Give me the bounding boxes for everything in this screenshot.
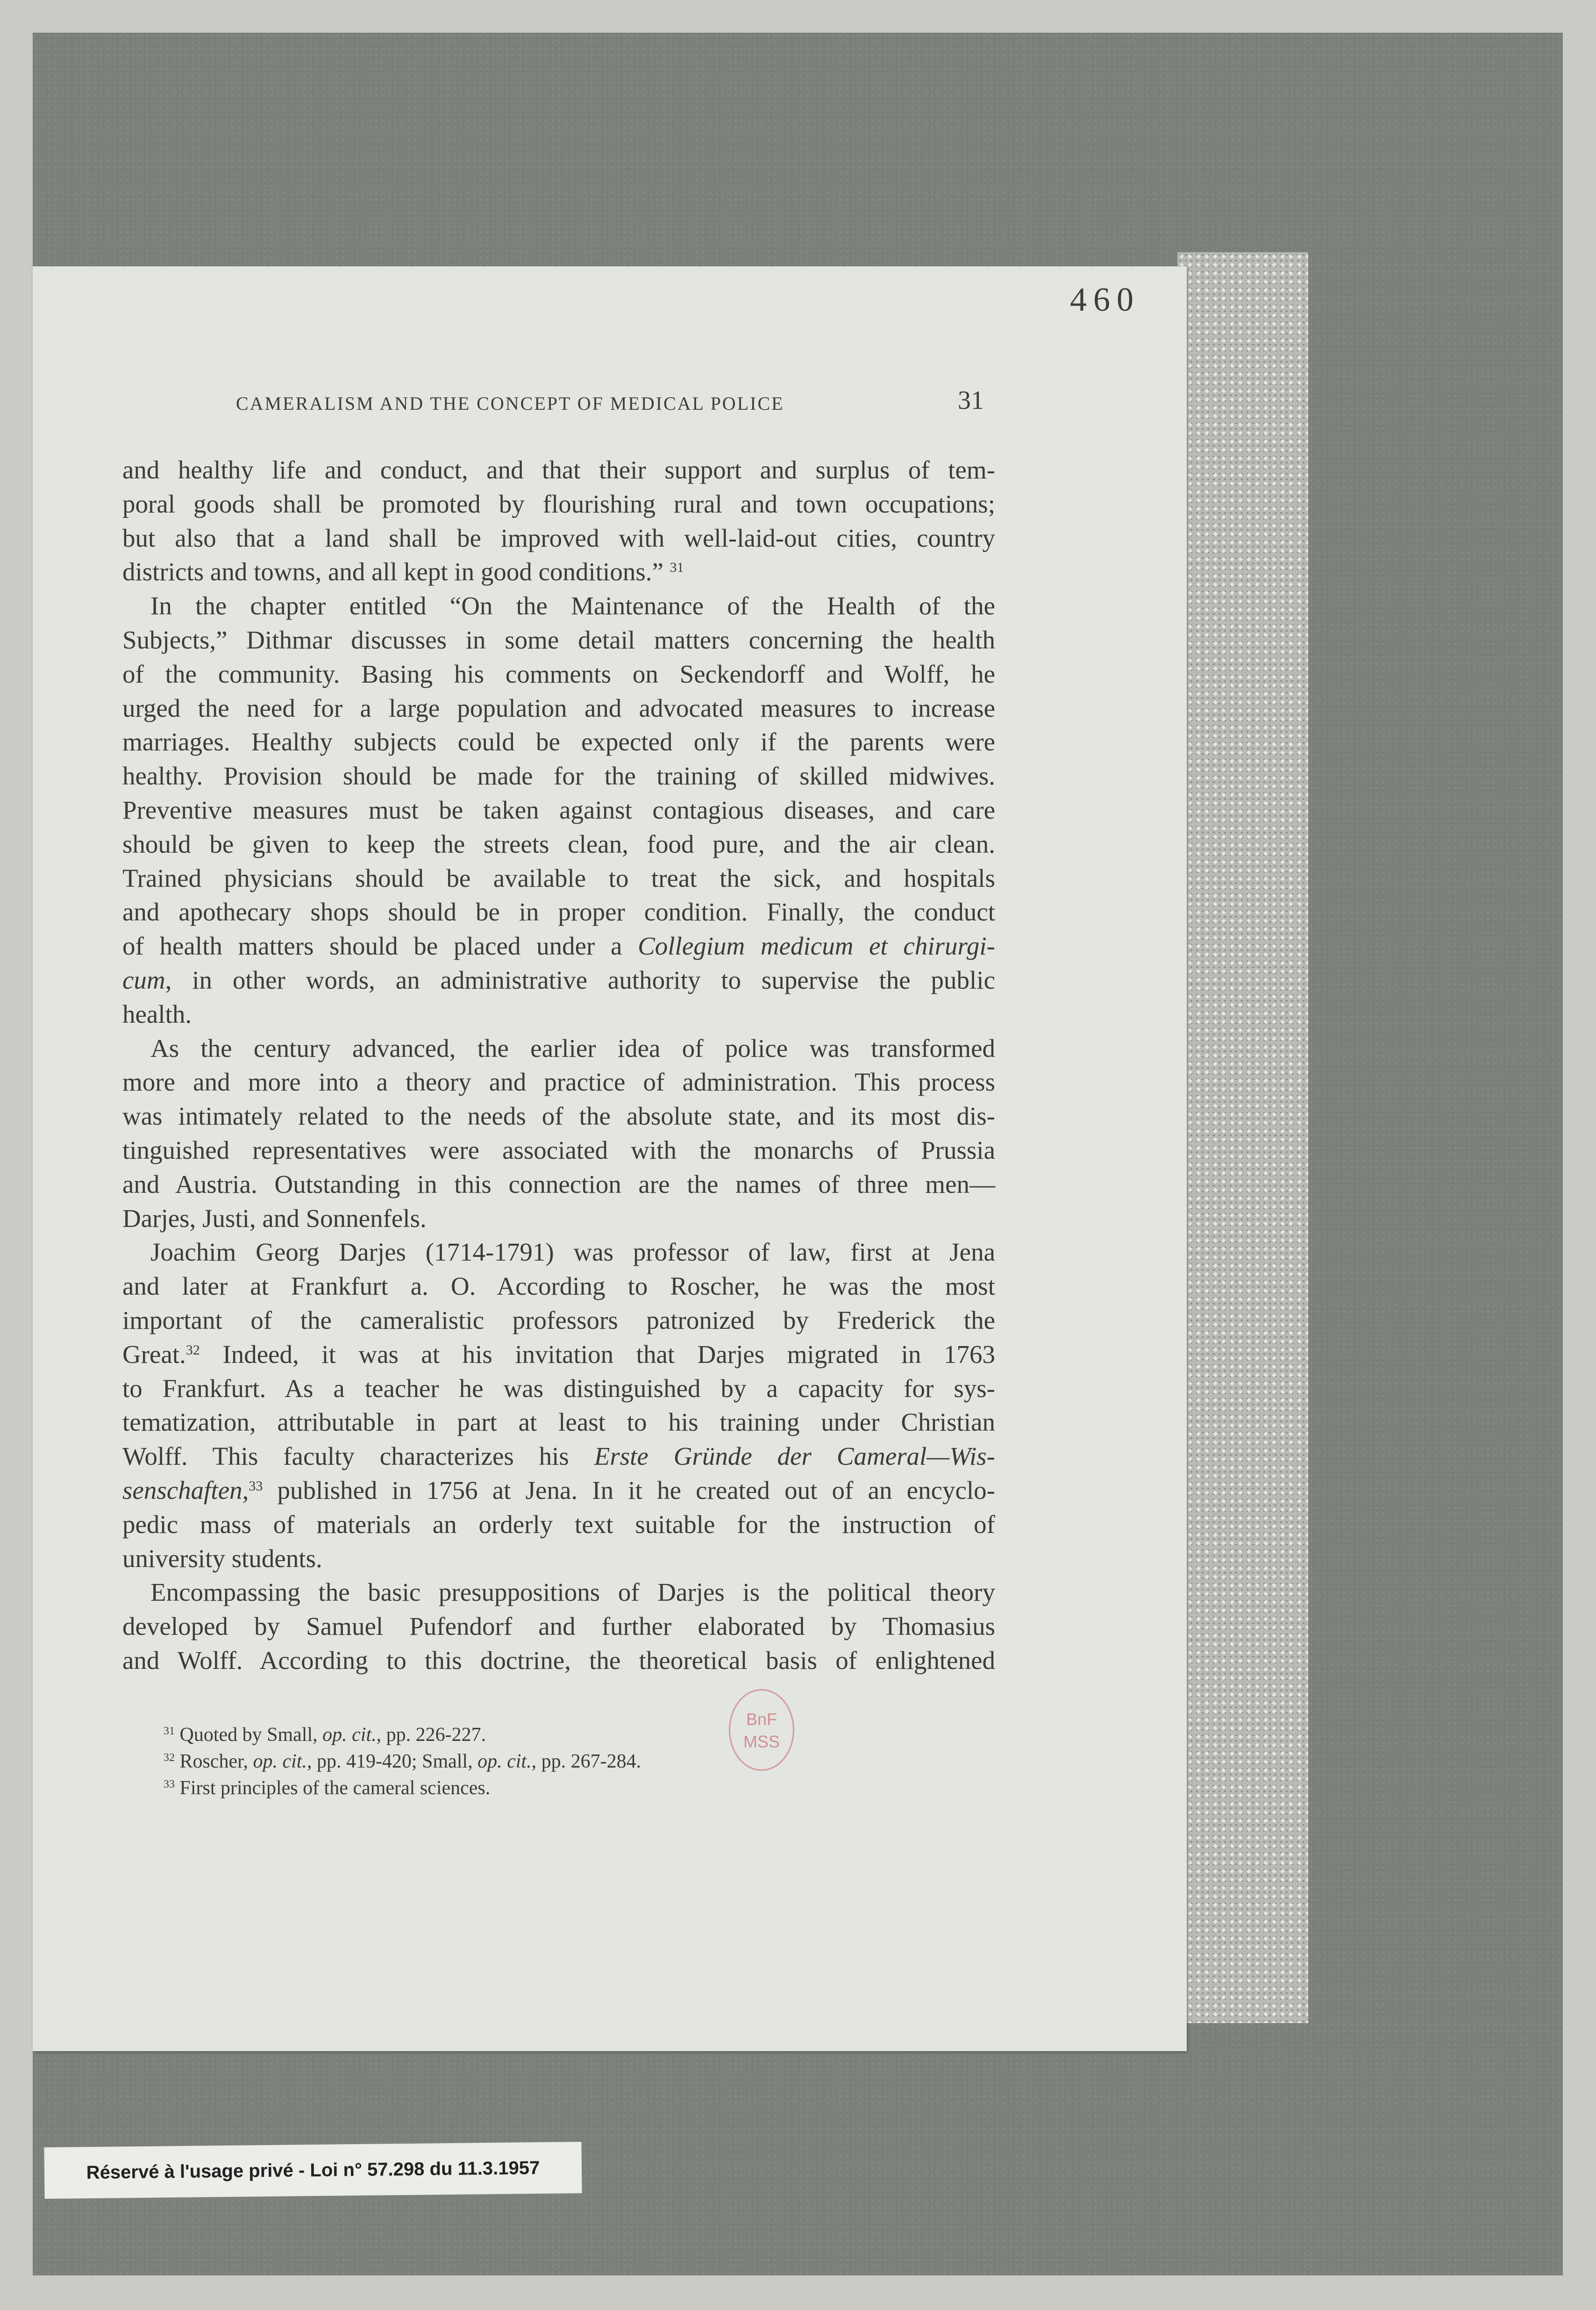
italic-text: Collegium medicum et chirurgi- [638, 932, 995, 961]
text-line: important of the cameralistic professors patronized by Frederick the [122, 1305, 995, 1334]
footnote-ref: 31 [164, 1725, 175, 1737]
footnote: $^{32}$ Roscher, op. cit., pp. 419-420; Small, op. cit., pp. 267-284. [164, 1751, 641, 1772]
running-head: CAMERALISM AND THE CONCEPT OF MEDICAL POLICE [236, 393, 784, 414]
footnote-ref: 33 [249, 1478, 263, 1494]
text-line: tinguished representatives were associated with the monarchs of Prussia [122, 1135, 995, 1164]
footnotes [164, 1722, 641, 1802]
text-line: Encompassing the basic presuppositions of Darjes is the political theory [150, 1578, 995, 1607]
text-line: and Wolff. According to this doctrine, the theoretical basis of enlightened [122, 1646, 995, 1675]
bnf-stamp [729, 1689, 794, 1771]
text-line: As the century advanced, the earlier idea of police was transformed [150, 1034, 995, 1062]
footnote: $^{33}$ First principles of the cameral sciences. [164, 1777, 491, 1799]
footnote-ref: 32 [185, 1342, 200, 1358]
text-line: Wolff. This faculty characterizes his Erste Gründe der Cameral—Wis- [122, 1442, 996, 1471]
text-line: Great.$^{32}$ Indeed, it was at his invitation that Darjes migrated in 1763 [122, 1340, 995, 1369]
footnote-ref: 33 [164, 1778, 175, 1790]
text-line: Joachim Georg Darjes (1714-1791) was professor of law, first at Jena [150, 1238, 995, 1267]
text-line: was intimately related to the needs of the absolute state, and its most dis- [122, 1102, 995, 1131]
text-line: and later at Frankfurt a. O. According to Roscher, he was the most [122, 1272, 995, 1301]
text-line: but also that a land shall be improved with well-laid-out cities, country [122, 523, 995, 552]
footnote-ref: 32 [164, 1752, 175, 1764]
text-line: marriages. Healthy subjects could be expected only if the parents were [122, 727, 995, 756]
page-edge-shadow [1177, 252, 1308, 2023]
text-line: and Austria. Outstanding in this connection are the names of three men— [122, 1169, 995, 1198]
text-line: Trained physicians should be available to treat the sick, and hospitals [122, 863, 995, 892]
italic-text: op. cit. [322, 1724, 377, 1746]
page-number: 31 [958, 386, 984, 415]
body-text [122, 453, 995, 1678]
italic-text: cum [122, 965, 165, 994]
footnote: $^{31}$ Quoted by Small, op. cit., pp. 226-227. [164, 1724, 486, 1746]
text-line: more and more into a theory and practice of administration. This process [122, 1068, 995, 1097]
italic-text: op. cit. [253, 1751, 307, 1772]
text-line: should be given to keep the streets clean, food pure, and the air clean. [122, 829, 995, 858]
italic-text: op. cit. [477, 1751, 532, 1772]
footnote-ref: 31 [670, 560, 684, 576]
text-line: healthy. Provision should be made for the training of skilled midwives. [122, 762, 995, 791]
text-line: senschaften,$^{33}$ published in 1756 at Jena. In it he created out of an encyclo- [122, 1476, 995, 1504]
text-line: and apothecary shops should be in proper condition. Finally, the conduct [122, 898, 995, 927]
text-line: urged the need for a large population and advocated measures to increase [122, 693, 995, 722]
text-line: districts and towns, and all kept in good conditions.” $^{31}$ [122, 557, 684, 586]
text-line: university students. [122, 1544, 322, 1573]
stamp-line-1: BnF [746, 1710, 777, 1729]
italic-text: senschaften [122, 1476, 242, 1504]
stamp-line-2: MSS [743, 1732, 780, 1751]
text-line: Subjects,” Dithmar discusses in some detail matters concerning the health [122, 625, 995, 654]
italic-text: Erste Gründe der Cameral—Wis- [594, 1442, 996, 1471]
text-line: pedic mass of materials an orderly text suitable for the instruction of [122, 1510, 995, 1539]
text-line: Darjes, Justi, and Sonnenfels. [122, 1204, 427, 1233]
text-line: Preventive measures must be taken against contagious diseases, and care [122, 795, 995, 824]
text-line: poral goods shall be promoted by flourishing rural and town occupations; [122, 489, 995, 518]
text-line: of the community. Basing his comments on Seckendorff and Wolff, he [122, 659, 995, 688]
text-line: cum, in other words, an administrative authority to supervise the public [122, 965, 995, 994]
text-line: developed by Samuel Pufendorf and further elaborated by Thomasius [122, 1612, 995, 1641]
text-line: and healthy life and conduct, and that their support and surplus of tem- [122, 456, 995, 484]
text-line: of health matters should be placed under a Collegium medicum et chirurgi- [122, 932, 995, 961]
text-line: In the chapter entitled “On the Maintenance of the Health of the [150, 592, 995, 620]
text-line: tematization, attributable in part at least to his training under Christian [122, 1408, 995, 1437]
folio-number: 460 [1070, 281, 1140, 318]
text-line: health. [122, 999, 192, 1028]
text-line: to Frankfurt. As a teacher he was distinguished by a capacity for sys- [122, 1374, 995, 1403]
rights-label: Réservé à l'usage privé - Loi n° 57.298 du 11.3.1957 [44, 2142, 582, 2199]
